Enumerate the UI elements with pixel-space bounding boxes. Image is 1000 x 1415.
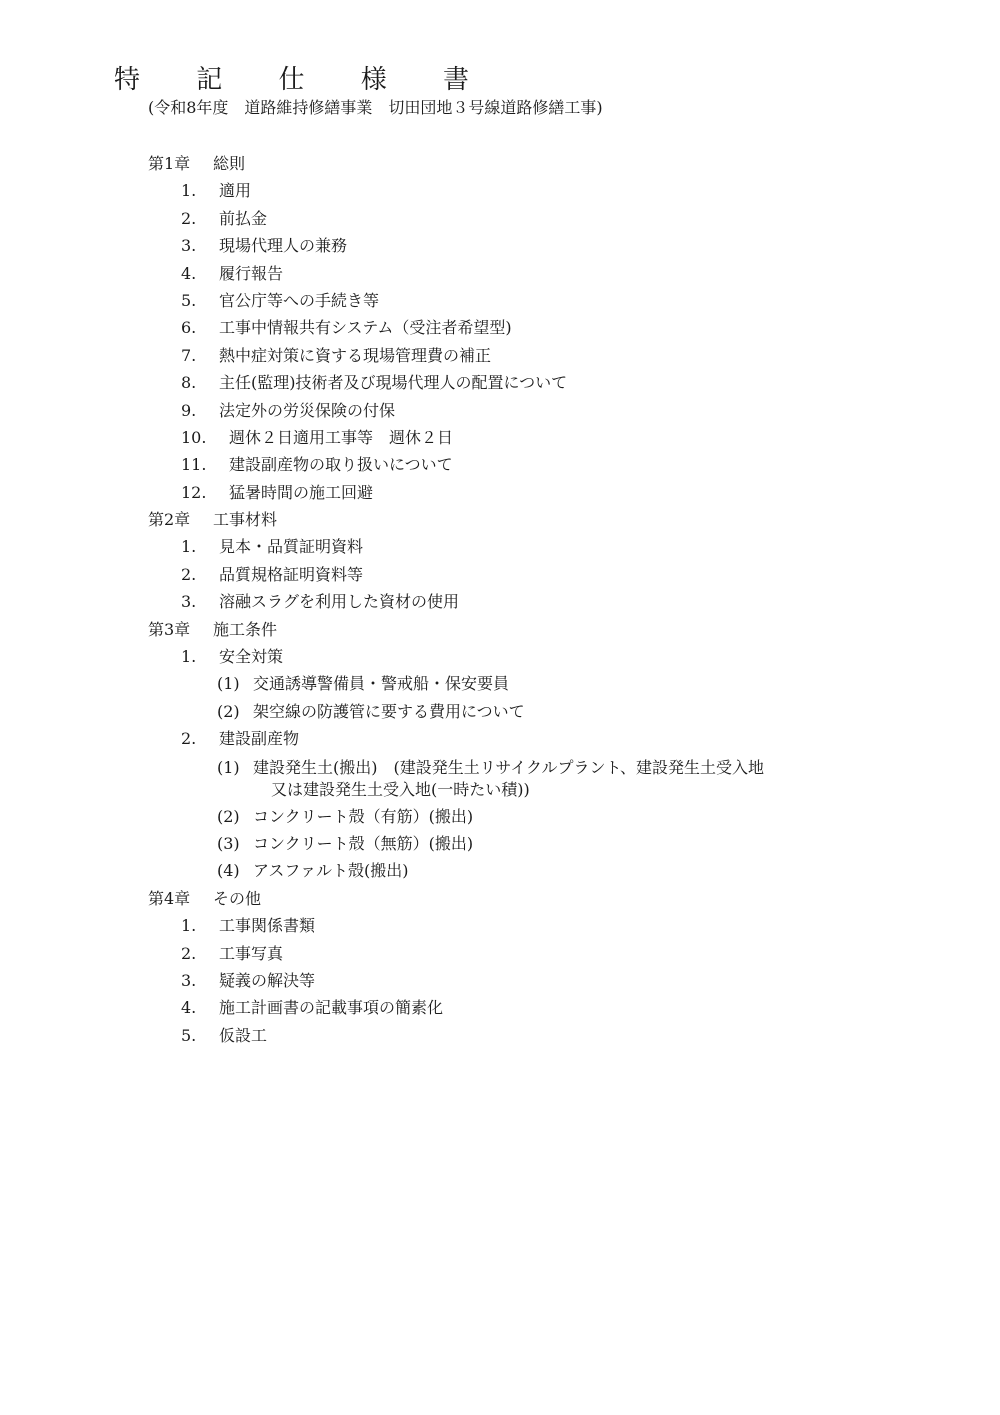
item-number: 10.: [181, 427, 207, 447]
item-number: 3.: [181, 970, 197, 990]
subitem-number: (1): [217, 757, 240, 777]
document-title: 特 記 仕 様 書: [114, 65, 494, 95]
list-item: [0, 643, 1000, 670]
chapter-heading: [0, 150, 1000, 177]
list-item: [0, 940, 1000, 967]
item-label: 法定外の労災保険の付保: [219, 400, 396, 420]
item-label: 品質規格証明資料等: [219, 564, 364, 584]
item-label: 工事写真: [219, 943, 284, 963]
list-item: [0, 177, 1000, 204]
item-label: 猛暑時間の施工回避: [229, 482, 374, 502]
item-number: 3.: [181, 236, 197, 256]
subitem-number: (2): [217, 806, 240, 826]
item-number: 3.: [181, 592, 197, 612]
item-label: 建設副産物の取り扱いについて: [229, 455, 453, 475]
item-label: 疑義の解決等: [219, 970, 316, 990]
item-label: 安全対策: [219, 647, 284, 667]
subitem-label-line2: 又は建設発生土受入地(一時たい積)): [271, 779, 530, 799]
item-number: 1.: [181, 647, 197, 667]
item-label: 現場代理人の兼務: [219, 236, 348, 256]
item-number: 2.: [181, 564, 197, 584]
subitem-label-line1: 建設発生土(搬出) (建設発生土リサイクルプラント、建設発生土受入地: [253, 757, 765, 777]
item-number: 2.: [181, 943, 197, 963]
item-number: 8.: [181, 373, 197, 393]
subitem-label: コンクリート殻（無筋）(搬出): [253, 833, 474, 853]
list-item: [0, 1022, 1000, 1049]
item-label: 施工計画書の記載事項の簡素化: [219, 998, 444, 1018]
list-item: [0, 287, 1000, 314]
item-label: 熱中症対策に資する現場管理費の補正: [219, 345, 492, 365]
item-number: 12.: [181, 482, 207, 502]
list-item: [0, 725, 1000, 752]
list-item: [0, 342, 1000, 369]
list-item: [0, 205, 1000, 232]
item-label: 仮設工: [219, 1025, 268, 1045]
list-item: [0, 369, 1000, 396]
chapter-number: 第1章: [148, 154, 191, 173]
item-number: 5.: [181, 290, 197, 310]
item-number: 5.: [181, 1025, 197, 1045]
list-item: [0, 314, 1000, 341]
item-label: 週休２日適用工事等 週休２日: [229, 427, 454, 447]
subitem-number: (4): [217, 861, 240, 881]
chapter-heading: [0, 506, 1000, 533]
chapter-name: 工事材料: [213, 510, 278, 530]
list-item: [0, 451, 1000, 478]
subitem-label: 架空線の防護管に要する費用について: [253, 701, 525, 721]
sub-list-item: [0, 803, 1000, 830]
item-label: 官公庁等への手続き等: [219, 290, 380, 310]
sub-list-item: [0, 670, 1000, 697]
list-item: [0, 912, 1000, 939]
list-item: [0, 561, 1000, 588]
item-label: 建設副産物: [219, 729, 300, 749]
item-number: 7.: [181, 345, 197, 365]
chapter-name: その他: [213, 888, 262, 908]
item-number: 1.: [181, 181, 197, 201]
table-of-contents: [0, 150, 1000, 1049]
subitem-number: (2): [217, 701, 240, 721]
subitem-label: 交通誘導警備員・警戒船・保安要員: [253, 674, 510, 694]
chapter-number: 第3章: [148, 619, 191, 639]
list-item: [0, 424, 1000, 451]
list-item: [0, 967, 1000, 994]
item-label: 前払金: [219, 208, 268, 228]
chapter-number: 第4章: [148, 888, 191, 908]
item-number: 1.: [181, 537, 197, 557]
chapter-heading: [0, 885, 1000, 912]
chapter-number: 第2章: [148, 510, 191, 530]
item-label: 適用: [219, 181, 252, 201]
list-item: [0, 994, 1000, 1021]
list-item: [0, 397, 1000, 424]
list-item: [0, 260, 1000, 287]
list-item: [0, 479, 1000, 506]
list-item: [0, 232, 1000, 259]
chapter-heading: [0, 616, 1000, 643]
subitem-number: (1): [217, 674, 240, 694]
item-label: 見本・品質証明資料: [219, 537, 364, 557]
item-number: 2.: [181, 208, 197, 228]
list-item: [0, 588, 1000, 615]
sub-list-item: [0, 857, 1000, 884]
chapter-name: 施工条件: [213, 619, 278, 639]
item-label: 主任(監理)技術者及び現場代理人の配置について: [219, 373, 568, 393]
item-label: 工事中情報共有システム（受注者希望型): [219, 318, 512, 338]
sub-list-item: [0, 753, 1000, 803]
item-number: 4.: [181, 263, 197, 283]
item-number: 4.: [181, 998, 197, 1018]
item-number: 9.: [181, 400, 197, 420]
list-item: [0, 533, 1000, 560]
sub-list-item: [0, 830, 1000, 857]
subitem-label: [253, 757, 764, 801]
sub-list-item: [0, 698, 1000, 725]
subitem-number: (3): [217, 833, 240, 853]
item-number: 2.: [181, 729, 197, 749]
subitem-label: コンクリート殻（有筋）(搬出): [253, 806, 474, 826]
item-number: 1.: [181, 916, 197, 936]
chapter-name: 総則: [213, 154, 246, 173]
item-label: 溶融スラグを利用した資材の使用: [219, 592, 460, 612]
item-number: 11.: [181, 455, 207, 475]
item-label: 工事関係書類: [219, 916, 316, 936]
document-subtitle: (令和8年度 道路維持修繕事業 切田団地３号線道路修繕工事): [148, 98, 603, 117]
item-number: 6.: [181, 318, 197, 338]
item-label: 履行報告: [219, 263, 284, 283]
subitem-label: アスファルト殻(搬出): [253, 861, 409, 881]
